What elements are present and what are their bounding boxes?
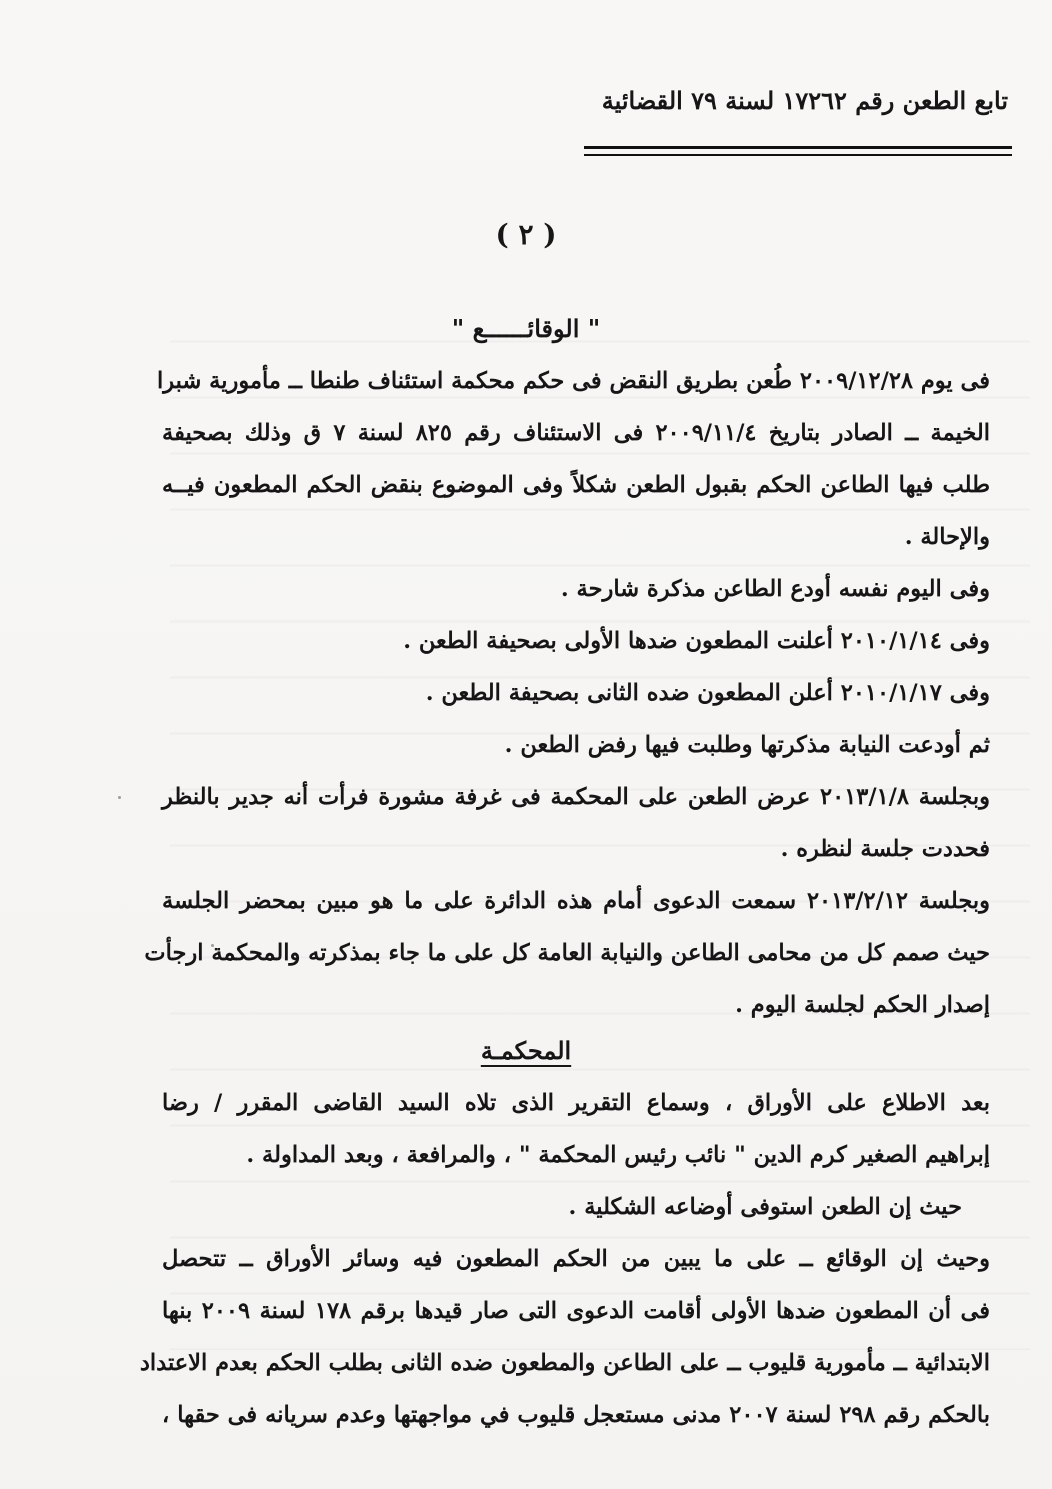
scan-speck [118,796,121,799]
facts-line: فحددت جلسة لنظره . [780,836,990,862]
facts-line: وبجلسة ٢٠١٣/١/٨ عرض الطعن على المحكمة فى غرفة مشورة فرأت أنه جدير بالنظر [162,784,990,810]
paper-bleed-through [170,300,1030,1350]
facts-line: الخيمة ــ الصادر بتاريخ ٢٠٠٩/١١/٤ فى الاستئناف رقم ٨٢٥ لسنة ٧ ق وذلك بصحيفة [162,420,990,446]
facts-line: إصدار الحكم لجلسة اليوم . [735,992,990,1018]
court-heading: المحكمـة [480,1036,572,1065]
header-rule-thin [584,154,1012,156]
facts-line: طلب فيها الطاعن الحكم بقبول الطعن شكلاً وفى الموضوع بنقض الحكم المطعون فيــه [162,472,990,498]
facts-line: والإحالة . [904,524,990,550]
facts-line: وبجلسة ٢٠١٣/٢/١٢ سمعت الدعوى أمام هذه الدائرة على ما هو مبين بمحضر الجلسة [162,888,990,914]
facts-line: فى يوم ٢٠٠٩/١٢/٢٨ طُعن بطريق النقض فى حكم محكمة استئناف طنطا ــ مأمورية شبرا [156,368,990,394]
court-line: وحيث إن الوقائع ــ على ما يبين من الحكم المطعون فيه وسائر الأوراق ــ تتحصل [162,1246,990,1272]
page-number: ( ٢ ) [495,218,557,251]
facts-heading: " الوقائــــــع " [451,314,601,343]
facts-line: وفى اليوم نفسه أودع الطاعن مذكرة شارحة . [560,576,990,602]
court-line: الابتدائية ــ مأمورية قليوب ــ على الطاعن والمطعون ضده الثانى بطلب الحكم بعدم الاعتداد [139,1350,990,1376]
facts-line: حيث صمم كل من محامى الطاعن والنيابة العامة كل على ما جاء بمذكرته والمحكمة ارجأت [144,940,990,966]
facts-line: وفى ٢٠١٠/١/١٧ أعلن المطعون ضده الثانى بصحيفة الطعن . [425,680,990,706]
header-rule-thick [584,146,1012,149]
court-line: إبراهيم الصغير كرم الدين " نائب رئيس المحكمة " ، والمرافعة ، وبعد المداولة . [246,1142,990,1168]
court-line: بالحكم رقم ٢٩٨ لسنة ٢٠٠٧ مدنى مستعجل قليوب في مواجهتها وعدم سريانه فى حقها ، [162,1402,990,1428]
facts-line: ثم أودعت النيابة مذكرتها وطلبت فيها رفض الطعن . [504,732,990,758]
court-line: بعد الاطلاع على الأوراق ، وسماع التقرير الذى تلاه السيد القاضى المقرر / رضا [162,1090,990,1116]
document-header-title: تابع الطعن رقم ١٧٢٦٢ لسنة ٧٩ القضائية [601,86,1008,115]
court-line: حيث إن الطعن استوفى أوضاعه الشكلية . [568,1194,962,1220]
court-line: فى أن المطعون ضدها الأولى أقامت الدعوى التى صار قيدها برقم ١٧٨ لسنة ٢٠٠٩ بنها [162,1298,990,1324]
facts-line: وفى ٢٠١٠/١/١٤ أعلنت المطعون ضدها الأولى بصحيفة الطعن . [403,628,990,654]
scan-speck [211,944,214,947]
